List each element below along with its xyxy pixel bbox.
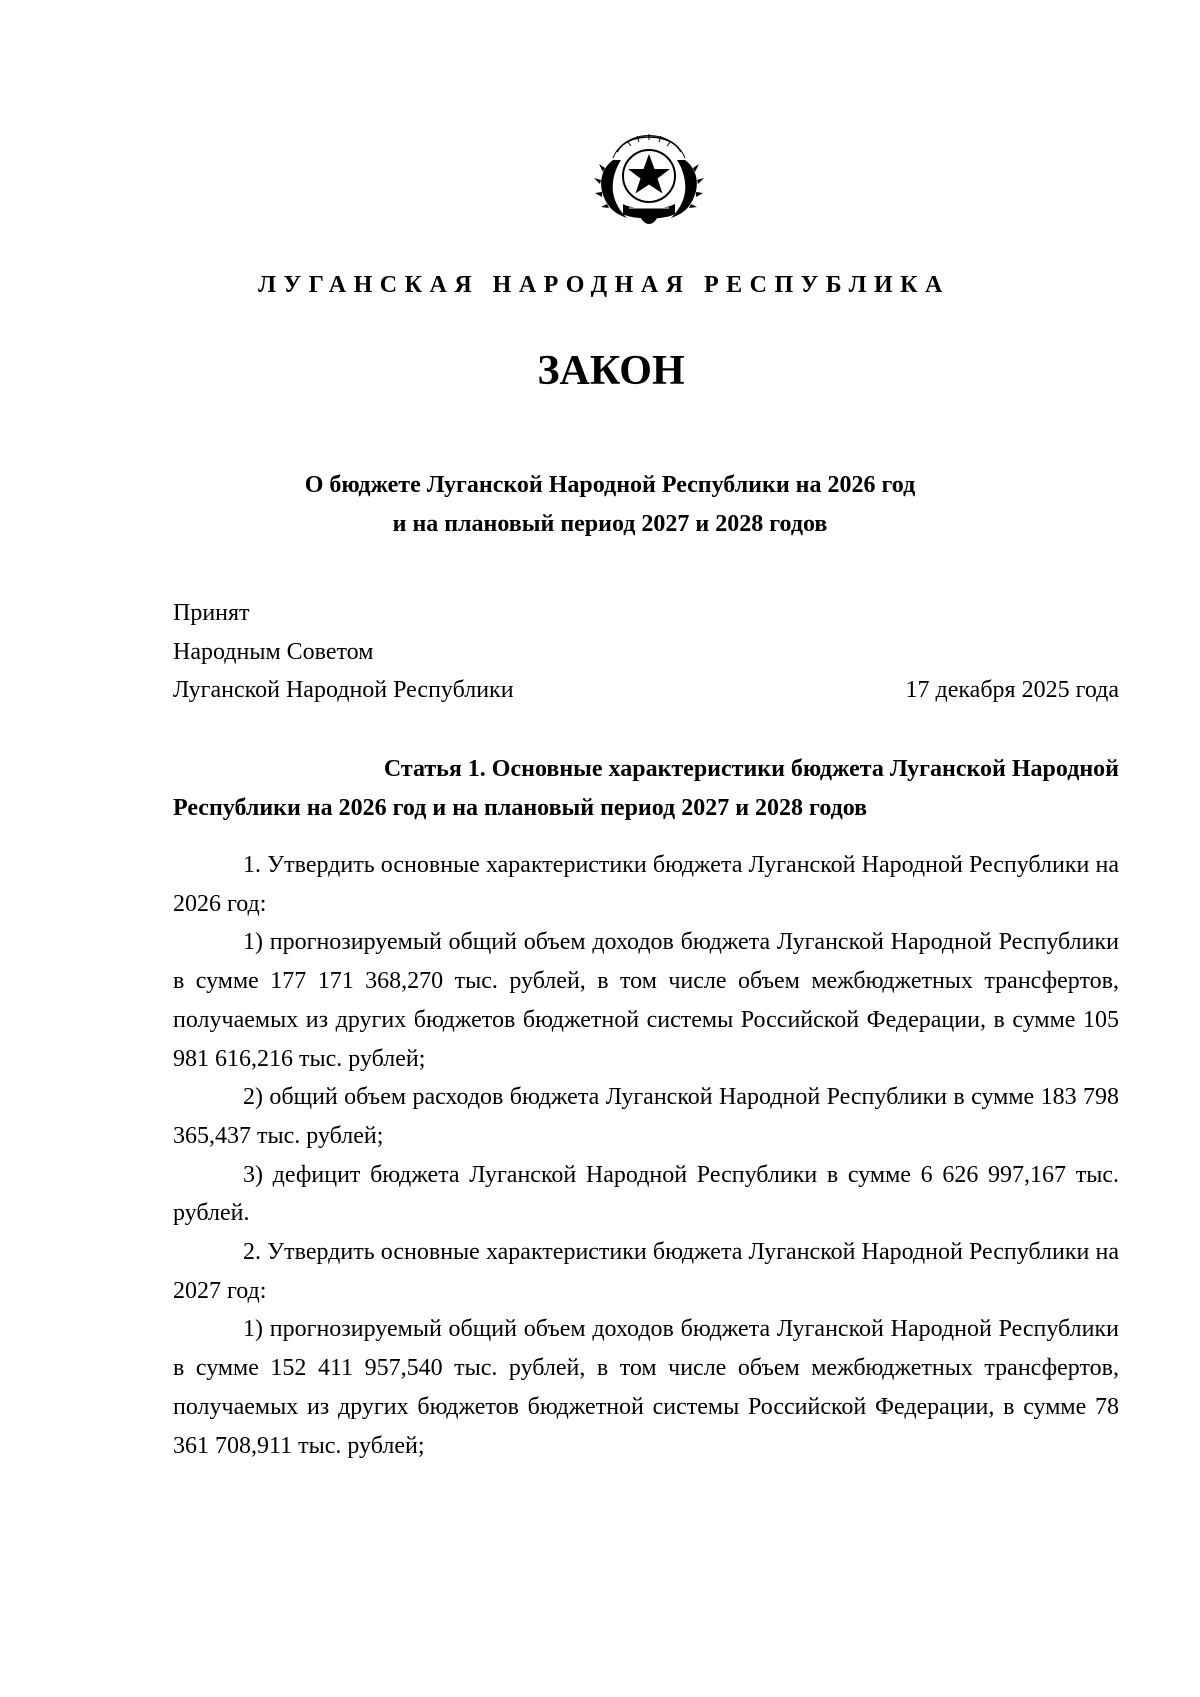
adoption-line-1: Принят (173, 600, 250, 626)
article-paragraph: 3) дефицит бюджета Луганской Народной Республики в сумме 6 626 997,167 тыс. рублей. (173, 1161, 1119, 1227)
adoption-line-3: Луганской Народной Республики (173, 677, 514, 703)
law-title (0, 466, 1200, 544)
adoption-block (173, 594, 514, 710)
article-heading-line-1: Статья 1. Основные характеристики бюджета Луганской Народной (383, 756, 1119, 782)
document-type-title: ЗАКОН (537, 348, 685, 394)
article-heading-line-2: Республики на 2026 год и на плановый период 2027 и 2028 годов (173, 795, 868, 821)
republic-name: ЛУГАНСКАЯ НАРОДНАЯ РЕСПУБЛИКА (258, 272, 950, 298)
article-paragraph: 1. Утвердить основные характеристики бюджета Луганской Народной Республики на 2026 год: (173, 852, 1119, 917)
adoption-date: 17 декабря 2025 года (905, 677, 1119, 703)
republic-coat-of-arms-emblem (583, 118, 715, 230)
article-paragraph: 2) общий объем расходов бюджета Луганской Народной Республики в сумме 183 798 365,437 тыс. рублей; (173, 1084, 1119, 1149)
article-heading (173, 750, 1119, 828)
article-body (173, 846, 1119, 1465)
law-title-line-2: и на плановый период 2027 и 2028 годов (392, 511, 828, 537)
adoption-line-2: Народным Советом (173, 638, 374, 665)
law-title-line-1: О бюджете Луганской Народной Республики на 2026 год (304, 472, 916, 498)
article-paragraph: 1) прогнозируемый общий объем доходов бюджета Луганской Народной Республики в сумме 152 411 957,540 тыс. рублей, в том числе объем межбюджетных трансфертов, получаемых из других бюджетов бюджетной системы Российской Федерации, в сумме 78 361 708,911 тыс. рублей; (173, 1316, 1119, 1459)
article-paragraph: 2. Утвердить основные характеристики бюджета Луганской Народной Республики на 2027 год: (173, 1239, 1119, 1304)
article-paragraph: 1) прогнозируемый общий объем доходов бюджета Луганской Народной Республики в сумме 177 171 368,270 тыс. рублей, в том числе объем межбюджетных трансфертов, получаемых из других бюджетов бюджетной системы Российской Федерации, в сумме 105 981 616,216 тыс. рублей; (173, 929, 1119, 1072)
